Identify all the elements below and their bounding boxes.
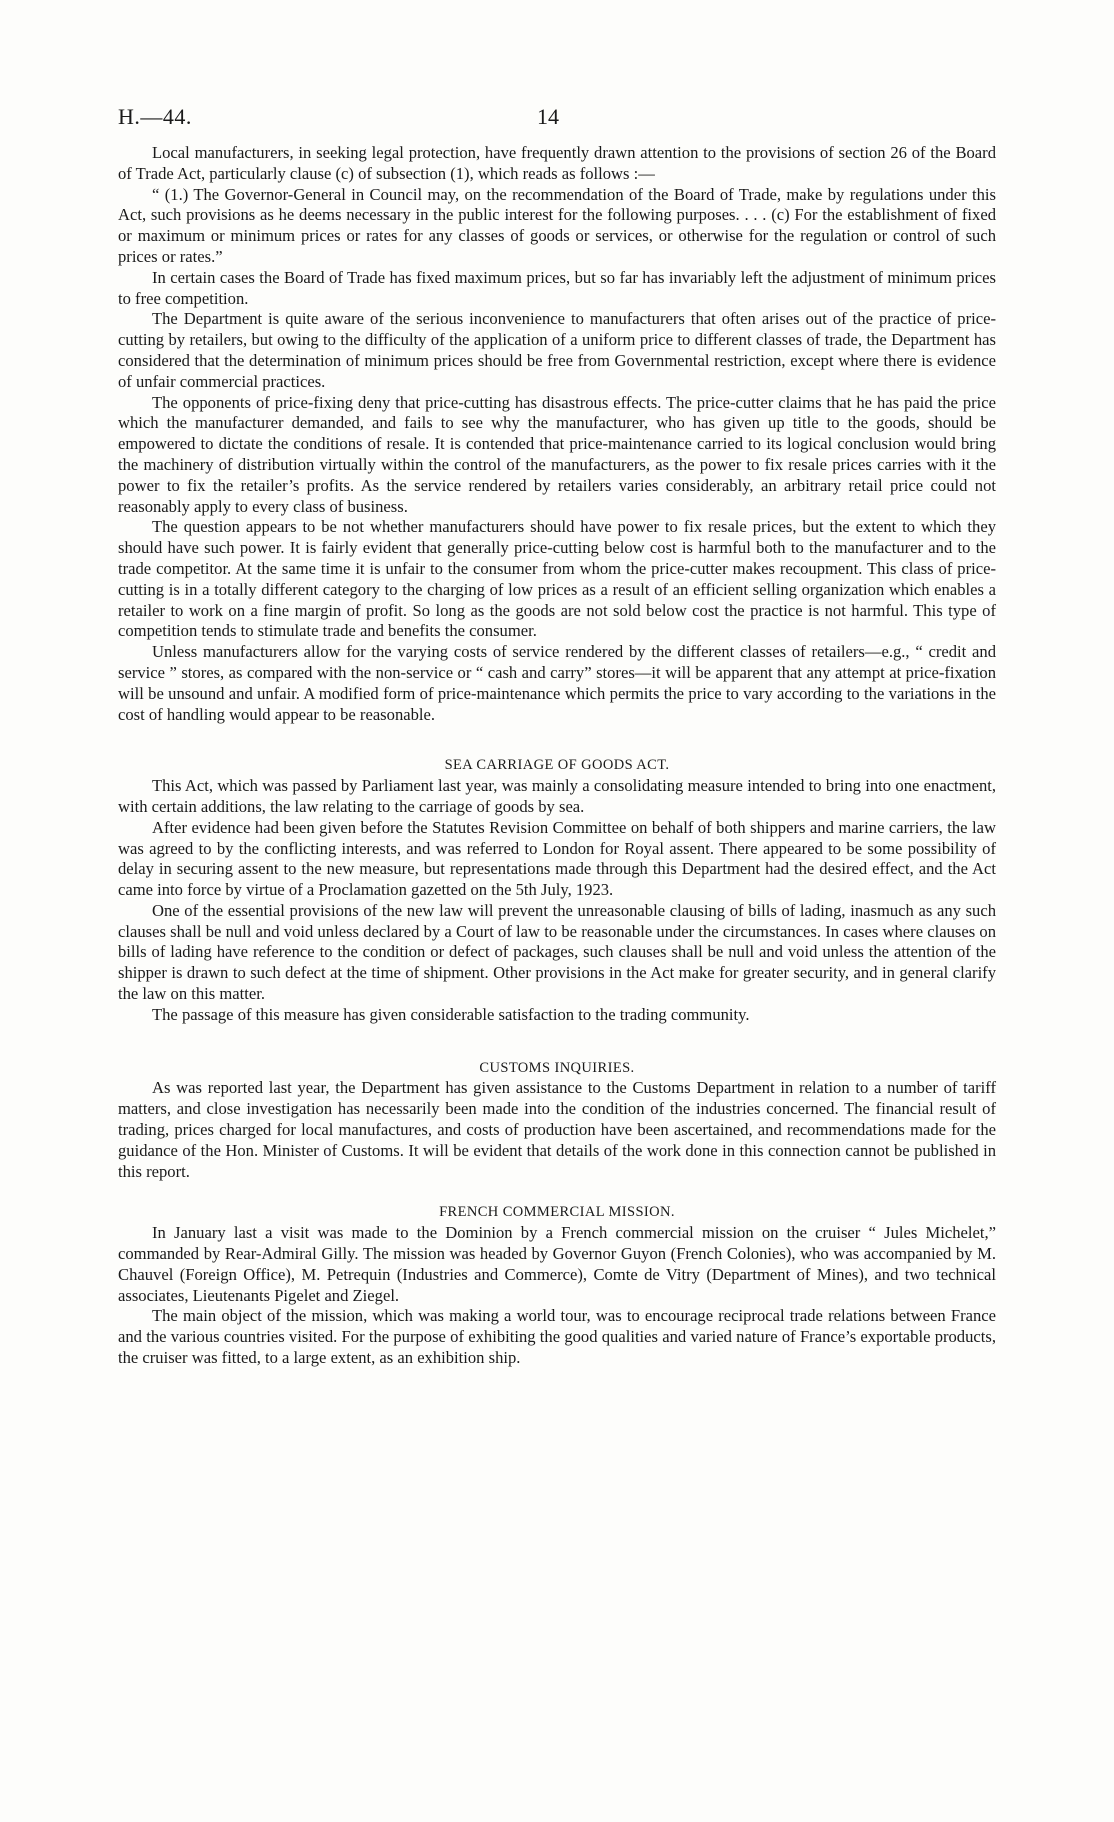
section-heading-customs: CUSTOMS INQUIRIES. <box>479 1059 635 1076</box>
paragraph: In certain cases the Board of Trade has fixed maximum prices, but so far has invariably left the adjustment of minimum prices to free competition. <box>118 267 996 308</box>
document-id: H.—44. <box>118 104 192 129</box>
page-header <box>118 104 996 134</box>
paragraph: In January last a visit was made to the Dominion by a French commercial mission on the cruiser “ Jules Michelet,” commanded by Rear-Admiral Gilly. The mission was headed by Governor Guyon (French Colonies), who was accompanied by M. Chauvel (Foreign Office), M. Petrequin (Industries and Commerce), Comte de Vitry (Department of Mines), and two technical associates, Lieutenants Pigelet and Ziegel. <box>118 1223 996 1305</box>
paragraph: The passage of this measure has given considerable satisfaction to the trading community. <box>152 1004 750 1024</box>
section-heading-french-mission: FRENCH COMMERCIAL MISSION. <box>439 1204 675 1221</box>
paragraph: Local manufacturers, in seeking legal protection, have frequently drawn attention to the provisions of section 26 of the Board of Trade Act, particularly clause (c) of subsection (1), which reads as follows :— <box>118 143 996 183</box>
paragraph: The question appears to be not whether manufacturers should have power to fix resale prices, but the extent to which they should have such power. It is fairly evident that generally price-cutting below cost is harmful both to the manufacturer and to the trade competitor. At the same time it is unfair to the consumer from whom the price-cutter makes recoupment. This class of price-cutting is in a totally different category to the charging of low prices as a result of an efficient selling organization which enables a retailer to work on a fine margin of profit. So long as the goods are not sold below cost the practice is not harmful. This type of competition tends to stimulate trade and benefits the consumer. <box>118 517 996 641</box>
quoted-regulation: “ (1.) The Governor-General in Council may, on the recommendation of the Board of Trade, make by regulations under this Act, such provisions as he deems necessary in the public interest for the following purposes. . . . (c) For the establishment of fixed or maximum or minimum prices or rates for any classes of goods or services, or otherwise for the regulation or control of such prices or rates.” <box>118 184 996 266</box>
paragraph: The main object of the mission, which was making a world tour, was to encourage reciprocal trade relations between France and the various countries visited. For the purpose of exhibiting the good qualities and varied nature of France’s exportable products, the cruiser was fitted, to a large extent, as an exhibition ship. <box>118 1306 996 1368</box>
page-number: 14 <box>537 104 559 129</box>
paragraph: Unless manufacturers allow for the varying costs of service rendered by the different classes of retailers—e.g., “ credit and service ” stores, as compared with the non-service or “ cash and carry” stores—it will be apparent that any attempt at price-fixation will be unsound and unfair. A modified form of price-maintenance which permits the price to vary according to the variations in the cost of handling would appear to be reasonable. <box>118 642 996 724</box>
paragraph: As was reported last year, the Department has given assistance to the Customs Department in relation to a number of tariff matters, and close investigation has necessarily been made into the condition of the industries concerned. The financial result of trading, prices charged for local manufactures, and costs of production have been ascertained, and recommendations made for the guidance of the Hon. Minister of Customs. It will be evident that details of the work done in this connection cannot be published in this report. <box>118 1078 996 1181</box>
paragraph: This Act, which was passed by Parliament last year, was mainly a consolidating measure intended to bring into one enactment, with certain additions, the law relating to the carriage of goods by sea. <box>118 776 996 816</box>
paragraph: The opponents of price-fixing deny that price-cutting has disastrous effects. The price-cutter claims that he has paid the price which the manufacturer demanded, and fails to see why the manufacturer, who has given up title to the goods, should be empowered to dictate the conditions of resale. It is contended that price-maintenance carried to its logical conclusion would bring the machinery of distribution virtually within the control of the manufacturers, as the power to fix resale prices carries with it the power to fix the retailer’s profits. As the service rendered by retailers varies considerably, an arbitrary retail price could not reasonably apply to every class of business. <box>118 392 996 516</box>
paragraph: One of the essential provisions of the new law will prevent the unreasonable clausing of bills of lading, inasmuch as any such clauses shall be null and void unless declared by a Court of law to be reasonable under the circumstances. In cases where clauses on bills of lading have reference to the condition or defect of packages, such clauses shall be null and void unless the attention of the shipper is drawn to such defect at the time of shipment. Other provisions in the Act make for greater security, and in general clarify the law on this matter. <box>118 900 996 1004</box>
section-heading-sea-carriage: SEA CARRIAGE OF GOODS ACT. <box>444 757 670 774</box>
paragraph: The Department is quite aware of the serious inconvenience to manufacturers that often arises out of the practice of price-cutting by retailers, but owing to the difficulty of the application of a uniform price to different classes of trade, the Department has considered that the determination of minimum prices should be free from Governmental restriction, except where there is evidence of unfair commercial practices. <box>118 309 996 391</box>
paragraph: After evidence had been given before the Statutes Revision Committee on behalf of both shippers and marine carriers, the law was agreed to by the conflicting interests, and was referred to London for Royal assent. There appeared to be some possibility of delay in securing assent to the new measure, but representations made through this Department had the desired effect, and the Act came into force by virtue of a Proclamation gazetted on the 5th July, 1923. <box>118 817 996 900</box>
document-body <box>118 143 996 1369</box>
